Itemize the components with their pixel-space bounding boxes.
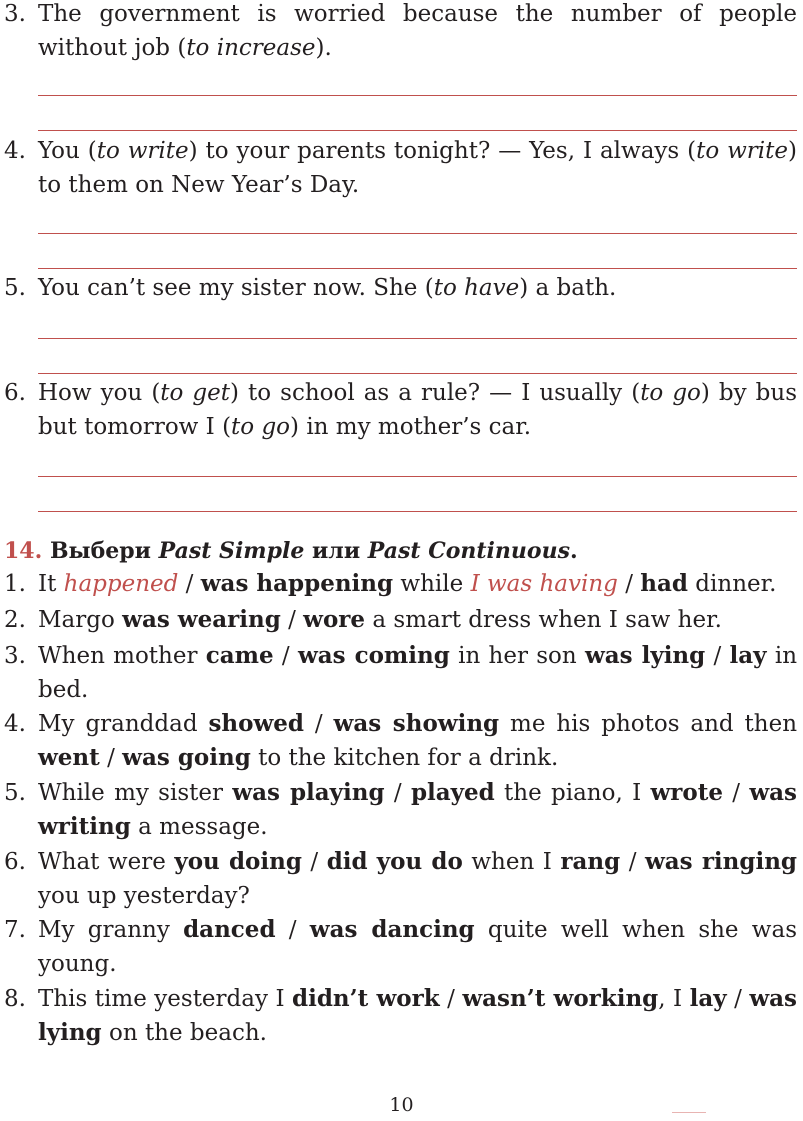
item-text: It happened / was happening while I was having / had dinner. bbox=[38, 570, 777, 597]
item-number: 4. bbox=[4, 711, 26, 737]
item-text: When mother came / was coming in her son was lying / lay in bed. bbox=[38, 642, 798, 703]
item-text: My granny danced / was dancing quite well when she was young. bbox=[38, 916, 797, 977]
circled-answer: I was having bbox=[470, 571, 618, 597]
ex14-item-7 bbox=[4, 913, 797, 981]
item-text: You can’t see my sister now. She (to have) a bath. bbox=[38, 275, 617, 301]
answer-line[interactable] bbox=[38, 233, 797, 234]
item-number: 7. bbox=[4, 917, 26, 943]
answer-line[interactable] bbox=[38, 338, 797, 339]
answer-line[interactable] bbox=[38, 511, 797, 512]
exercise-14-heading bbox=[4, 534, 797, 568]
ex14-item-8 bbox=[4, 982, 797, 1050]
ex14-item-5 bbox=[4, 776, 797, 844]
exercise-instruction: Выбери Past Simple или Past Continuous. bbox=[49, 538, 578, 564]
item-number: 6. bbox=[4, 380, 26, 406]
item-number: 8. bbox=[4, 986, 26, 1012]
ex14-item-6 bbox=[4, 845, 797, 913]
item-text: What were you doing / did you do when I rang / was ringing you up yesterday? bbox=[38, 848, 798, 909]
item-number: 5. bbox=[4, 780, 26, 806]
ex14-item-2 bbox=[4, 603, 797, 637]
item-number: 2. bbox=[4, 607, 26, 633]
item-number: 4. bbox=[4, 138, 26, 164]
item-text: The government is worried because the number of people without job (to increase). bbox=[38, 1, 797, 61]
ex13-item-3 bbox=[4, 0, 797, 65]
item-text: While my sister was playing / played the piano, I wrote / was writing a message. bbox=[38, 779, 797, 840]
answer-line[interactable] bbox=[38, 130, 797, 131]
item-number: 3. bbox=[4, 643, 26, 669]
ex13-item-6 bbox=[4, 376, 797, 444]
answer-line[interactable] bbox=[38, 373, 797, 374]
item-text: My granddad showed / was showing me his photos and then went / was going to the kitchen for a drink. bbox=[38, 710, 798, 771]
ex14-item-3 bbox=[4, 639, 797, 707]
answer-line[interactable] bbox=[38, 476, 797, 477]
item-text: How you (to get) to school as a rule? — I usually (to go) by bus but tomorrow I (to go) in my mother’s car. bbox=[38, 380, 797, 440]
item-number: 6. bbox=[4, 849, 26, 875]
item-number: 3. bbox=[4, 1, 26, 27]
page-number: 10 bbox=[389, 1094, 414, 1116]
item-text: This time yesterday I didn’t work / wasn’t working, I lay / was lying on the beach. bbox=[38, 985, 797, 1046]
ex14-item-4 bbox=[4, 707, 797, 775]
item-number: 5. bbox=[4, 275, 26, 301]
answer-line[interactable] bbox=[38, 268, 797, 269]
item-text: Margo was wearing / wore a smart dress when I saw her. bbox=[38, 606, 722, 633]
exercise-number: 14. bbox=[4, 538, 43, 564]
ex14-item-1 bbox=[4, 567, 797, 601]
answer-line[interactable] bbox=[38, 95, 797, 96]
item-text: You (to write) to your parents tonight? — Yes, I always (to write) to them on New Year’s Day. bbox=[38, 138, 797, 198]
circled-answer: happened bbox=[63, 571, 179, 597]
ex13-item-5 bbox=[4, 271, 797, 305]
item-number: 1. bbox=[4, 571, 26, 597]
ex13-item-4 bbox=[4, 134, 797, 202]
